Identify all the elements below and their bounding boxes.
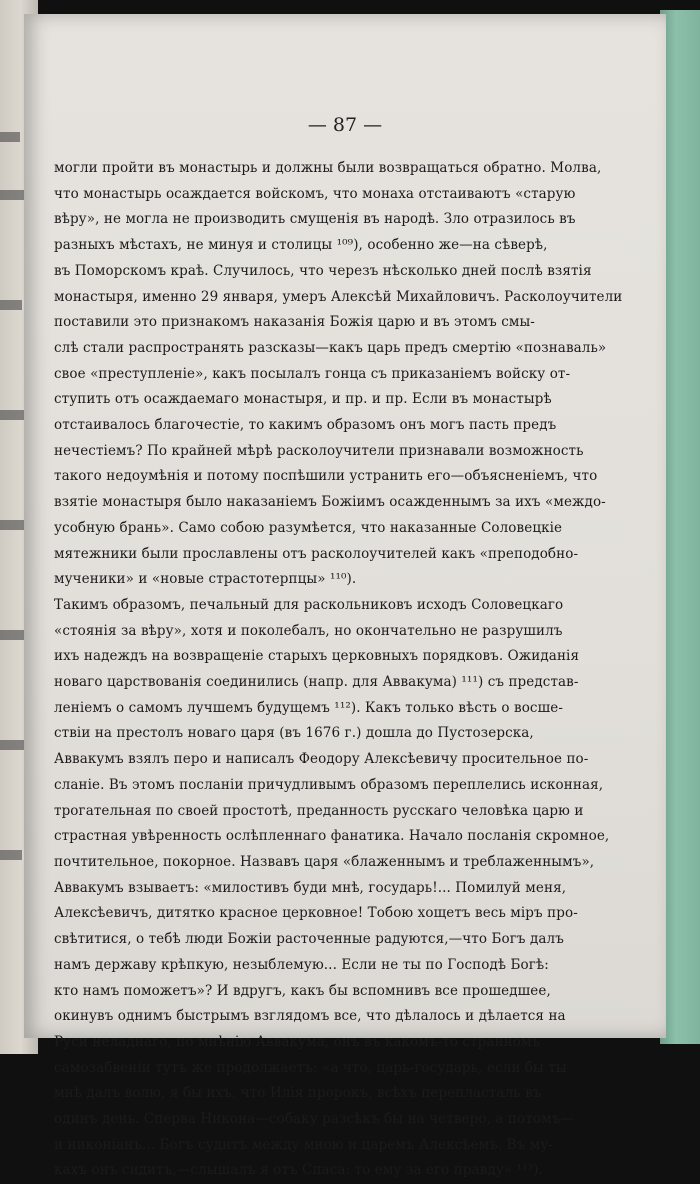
book-cover-edge	[660, 10, 700, 1044]
text-line: монастыря, именно 29 января, умеръ Алексѣй Михайловичъ. Расколоучители	[54, 288, 623, 305]
page-number: — 87 —	[307, 114, 383, 136]
text-line: почтительное, покорное. Назвавъ царя «блаженнымъ и треблаженнымъ»,	[54, 853, 595, 870]
text-line: сланіе. Въ этомъ посланіи причудливымъ образомъ переплелись исконная,	[54, 776, 604, 793]
text-line: что монастырь осаждается войскомъ, что монаха отстаиваютъ «старую	[54, 185, 576, 202]
text-line: ихъ надеждъ на возвращеніе старыхъ церковныхъ порядковъ. Ожиданія	[54, 648, 580, 665]
text-line: и никоніанъ... Богъ судитъ между мною и царемъ Алексѣемъ. Въ му-	[54, 1136, 554, 1153]
body-text	[54, 156, 664, 1184]
text-line: въ Поморскомъ краѣ. Случилось, что черезъ нѣсколько дней послѣ взятія	[54, 262, 592, 279]
text-line: новаго царствованія соединились (напр. для Аввакума) ¹¹¹) съ представ-	[54, 674, 579, 691]
text-line: мнѣ далъ волю, я бы ихъ, что Илія пророкъ, всѣхъ перепласталь въ	[54, 1085, 542, 1102]
text-line: вѣру», не могла не производить смущенія въ народѣ. Зло отразилось въ	[54, 211, 576, 228]
text-line: ступить отъ осаждаемаго монастыря, и пр. и пр. Если въ монастырѣ	[54, 391, 552, 408]
text-line: могли пройти въ монастырь и должны были возвращаться обратно. Молва,	[54, 160, 602, 176]
text-line: Такимъ образомъ, печальный для раскольниковъ исходъ Соловецкаго	[54, 596, 564, 613]
text-line: Алексѣевичъ, дитятко красное церковное! Тобою хощетъ весь міръ про-	[54, 905, 578, 922]
text-line: Аввакумъ взываетъ: «милостивъ буди мнѣ, государь!... Помилуй меня,	[54, 879, 567, 896]
text-line: слѣ стали распространять разсказы—какъ царь предъ смертію «познаваль»	[54, 339, 607, 356]
text-line: поставили это признакомъ наказанія Божія царю и въ этомъ смы-	[54, 314, 535, 331]
text-line: разныхъ мѣстахъ, не минуя и столицы ¹⁰⁹), особенно же—на сѣверѣ,	[54, 237, 548, 254]
book-page	[24, 14, 666, 1179]
text-line: одинъ день. Сперва Никона—собаку разсѣкъ бы на четверо, а потомъ—	[54, 1111, 574, 1128]
text-line: Руси неладнаго, по мнѣнію Аввакума, онъ въ какомъ-то странномъ	[54, 1033, 541, 1050]
text-line: кахъ онъ сидитъ,—слышалъ я отъ Спаса: то ему за его правду» ¹¹³).	[54, 1162, 543, 1179]
text-line: Аввакумъ взялъ перо и написалъ Феодору Алексѣевичу просительное по-	[54, 751, 589, 768]
text-line: свѣтитися, о тебѣ люди Божіи расточенные радуются,—что Богъ далъ	[54, 931, 564, 948]
text-line: мятежники были прославлены отъ расколоучителей какъ «преподобно-	[54, 545, 579, 562]
text-line: леніемъ о самомъ лучшемъ будущемъ ¹¹²). Какъ только вѣсть о восше-	[54, 699, 563, 716]
text-line: такого недоумѣнія и потому поспѣшили устранить его—объясненіемъ, что	[54, 468, 598, 485]
text-line: мученики» и «новые страстотерпцы» ¹¹⁰).	[54, 571, 357, 588]
text-line: свое «преступленіе», какъ посылалъ гонца съ приказаніемъ войску от-	[54, 365, 571, 382]
text-line: ствіи на престолъ новаго царя (въ 1676 г.) дошла до Пустозерска,	[54, 725, 534, 742]
text-line: трогательная по своей простотѣ, преданность русскаго человѣка царю и	[54, 802, 584, 819]
text-line: страстная увѣренность ослѣпленнаго фанатика. Начало посланія скромное,	[54, 828, 610, 845]
text-line: отстаивалось благочестіе, то какимъ образомъ онъ могъ пасть предъ	[54, 417, 557, 434]
text-line: «стоянія за вѣру», хотя и поколебалъ, но окончательно не разрушилъ	[54, 622, 563, 639]
text-line: нечестіемъ? По крайней мѣрѣ расколоучители признавали возможность	[54, 442, 584, 459]
text-line: самозабвеніи тутъ же продолжаетъ: «а что, царь-государь, если бы ты	[54, 1059, 567, 1076]
text-line: взятіе монастыря было наказаніемъ Божіимъ осажденнымъ за ихъ «междо-	[54, 494, 606, 511]
text-line: окинувъ однимъ быстрымъ взглядомъ все, что дѣлалось и дѣлается на	[54, 1008, 566, 1025]
text-line: кто намъ поможетъ»? И вдругъ, какъ бы вспомнивъ все прошедшее,	[54, 982, 551, 999]
text-line: усобную брань». Само собою разумѣется, что наказанные Соловецкіе	[54, 519, 563, 536]
text-line: намъ державу крѣпкую, незыблемую... Если не ты по Господѣ Богѣ:	[54, 956, 549, 973]
